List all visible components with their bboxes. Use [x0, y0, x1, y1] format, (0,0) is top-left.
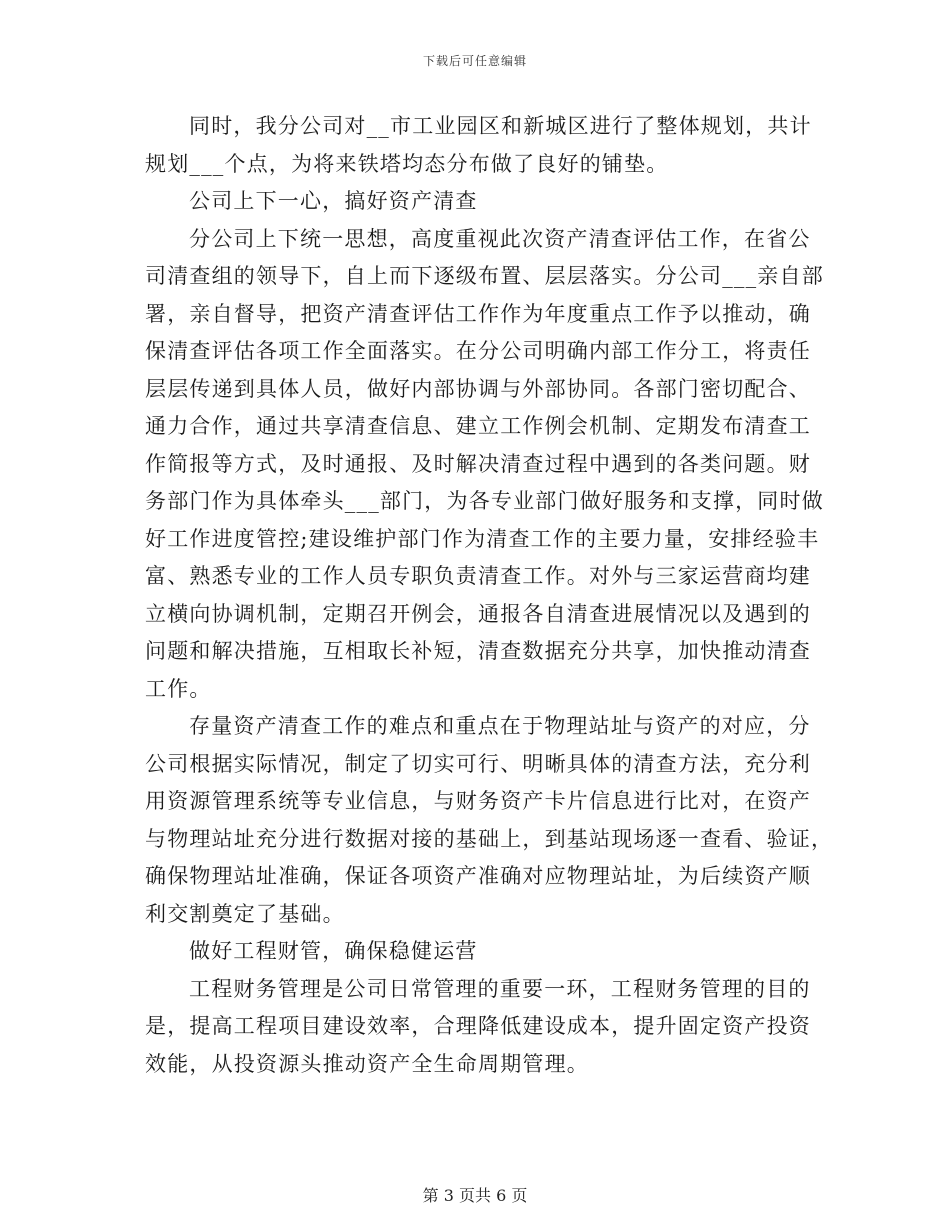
paragraph-line: 利交割奠定了基础。 — [145, 901, 345, 926]
paragraph-line: 效能，从投资源头推动资产全生命周期管理。 — [145, 1051, 589, 1076]
paragraph-line: 司清查组的领导下，自上而下逐级布置、层层落实。分公司___亲自部 — [145, 264, 824, 288]
paragraph-line: 与物理站址充分进行数据对接的基础上，到基站现场逐一查看、验证， — [145, 826, 834, 851]
paragraph-line: 富、熟悉专业的工作人员专职负责清查工作。对外与三家运营商均建 — [145, 564, 811, 588]
document-body — [145, 108, 834, 1083]
paragraph-line: 存量资产清查工作的难点和重点在于物理站址与资产的对应，分 — [189, 714, 811, 738]
paragraph-line: 公司根据实际情况，制定了切实可行、明晰具体的清查方法，充分利 — [145, 751, 811, 776]
paragraph-line: 用资源管理系统等专业信息，与财务资产卡片信息进行比对，在资产 — [145, 789, 811, 813]
paragraph-line: 规划___个点，为将来铁塔均态分布做了良好的铺垫。 — [145, 151, 669, 176]
paragraph-line: 分公司上下统一思想，高度重视此次资产清查评估工作，在省公 — [189, 226, 811, 251]
paragraph-line: 工程财务管理是公司日常管理的重要一环，工程财务管理的目的 — [189, 976, 811, 1001]
paragraph-line: 问题和解决措施，互相取长补短，清查数据充分共享，加快推动清查 — [145, 639, 811, 663]
paragraph-line: 确保物理站址准确，保证各项资产准确对应物理站址，为后续资产顺 — [145, 864, 811, 888]
paragraph-line: 立横向协调机制，定期召开例会，通报各自清查进展情况以及遇到的 — [145, 601, 811, 626]
paragraph-line: 好工作进度管控;建设维护部门作为清查工作的主要力量，安排经验丰 — [145, 526, 820, 551]
paragraph-line: 工作。 — [145, 676, 212, 701]
paragraph-line: 层层传递到具体人员，做好内部协调与外部协同。各部门密切配合、 — [145, 376, 811, 401]
paragraph-line: 同时，我分公司对__市工业园区和新城区进行了整体规划，共计 — [189, 114, 812, 138]
paragraph-line: 保清查评估各项工作全面落实。在分公司明确内部工作分工，将责任 — [145, 339, 811, 363]
page-header: 下载后可任意编辑 — [422, 54, 527, 68]
section-heading: 公司上下一心，搞好资产清查 — [189, 189, 478, 213]
page-number-footer: 第 3 页共 6 页 — [422, 1186, 528, 1205]
paragraph-line: 作简报等方式，及时通报、及时解决清查过程中遇到的各类问题。财 — [145, 451, 811, 476]
paragraph-line: 署，亲自督导，把资产清查评估工作作为年度重点工作予以推动，确 — [145, 301, 811, 326]
section-heading: 做好工程财管，确保稳健运营 — [189, 939, 478, 963]
paragraph-line: 通力合作，通过共享清查信息、建立工作例会机制、定期发布清查工 — [145, 414, 811, 438]
paragraph-line: 务部门作为具体牵头___部门，为各专业部门做好服务和支撑，同时做 — [145, 489, 824, 513]
paragraph-line: 是，提高工程项目建设效率，合理降低建设成本，提升固定资产投资 — [145, 1014, 811, 1038]
